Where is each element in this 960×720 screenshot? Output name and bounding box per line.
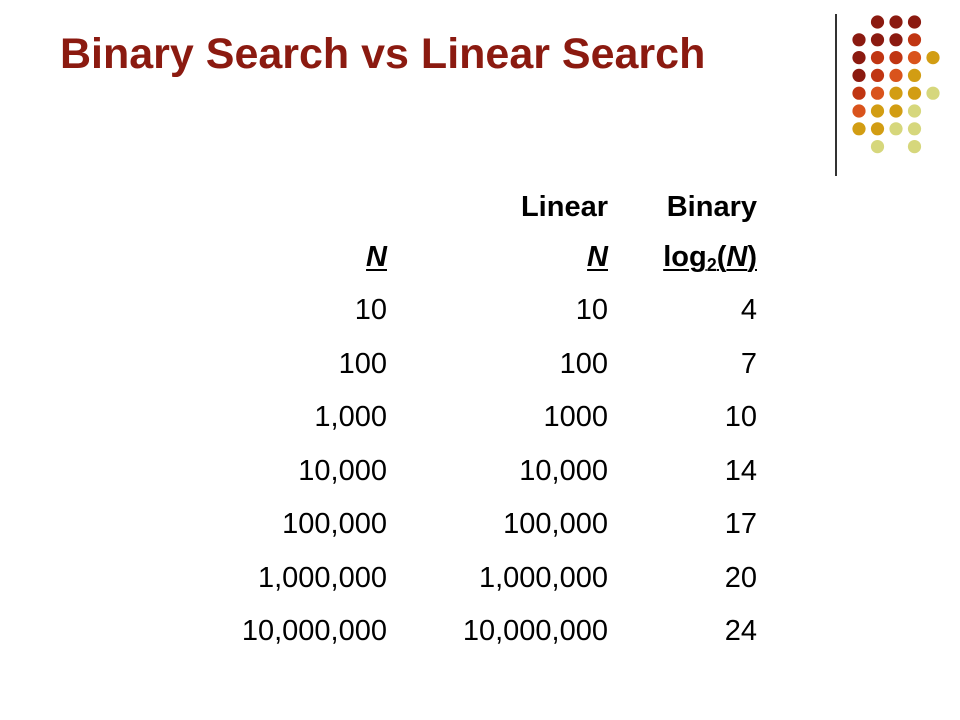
cell-n: 10,000,000 <box>241 615 387 647</box>
cell-linear: 100 <box>559 347 608 380</box>
cell-linear: 10,000,000 <box>462 615 608 647</box>
cell-binary: 10 <box>724 401 757 433</box>
cell-n: 1,000,000 <box>257 561 387 594</box>
header-n-text: N <box>366 241 387 273</box>
cell-n: 10,000 <box>298 454 387 487</box>
cell-binary: 7 <box>740 347 757 380</box>
header-log-prefix: log <box>663 241 707 273</box>
cell-n: 10 <box>354 294 387 326</box>
header-linear-n-text: N <box>587 241 608 273</box>
cell-linear: 10 <box>575 294 608 326</box>
cell-n: 1,000 <box>314 401 387 433</box>
slide-title: Binary Search vs Linear Search <box>60 30 706 78</box>
cell-binary: 20 <box>724 561 757 594</box>
cell-linear: 1000 <box>543 401 608 433</box>
header-log-subscript: 2 <box>706 255 717 275</box>
cell-binary: 17 <box>724 508 757 540</box>
header-log-close-paren: ) <box>747 241 757 273</box>
header-binary-log <box>663 240 757 274</box>
header-log-open-paren: ( <box>716 241 727 273</box>
cell-binary: 14 <box>724 454 757 487</box>
cell-binary: 4 <box>740 294 757 326</box>
header-linear-n <box>587 240 608 274</box>
cell-n: 100,000 <box>282 508 387 540</box>
cell-linear: 100,000 <box>503 508 608 540</box>
cell-linear: 10,000 <box>519 454 608 487</box>
cell-binary: 24 <box>724 615 757 647</box>
header-linear: Linear <box>520 191 608 223</box>
cell-linear: 1,000,000 <box>478 561 608 594</box>
header-log-variable: N <box>726 241 748 273</box>
header-binary: Binary <box>666 191 757 223</box>
cell-n: 100 <box>338 347 387 380</box>
header-n <box>366 240 387 274</box>
